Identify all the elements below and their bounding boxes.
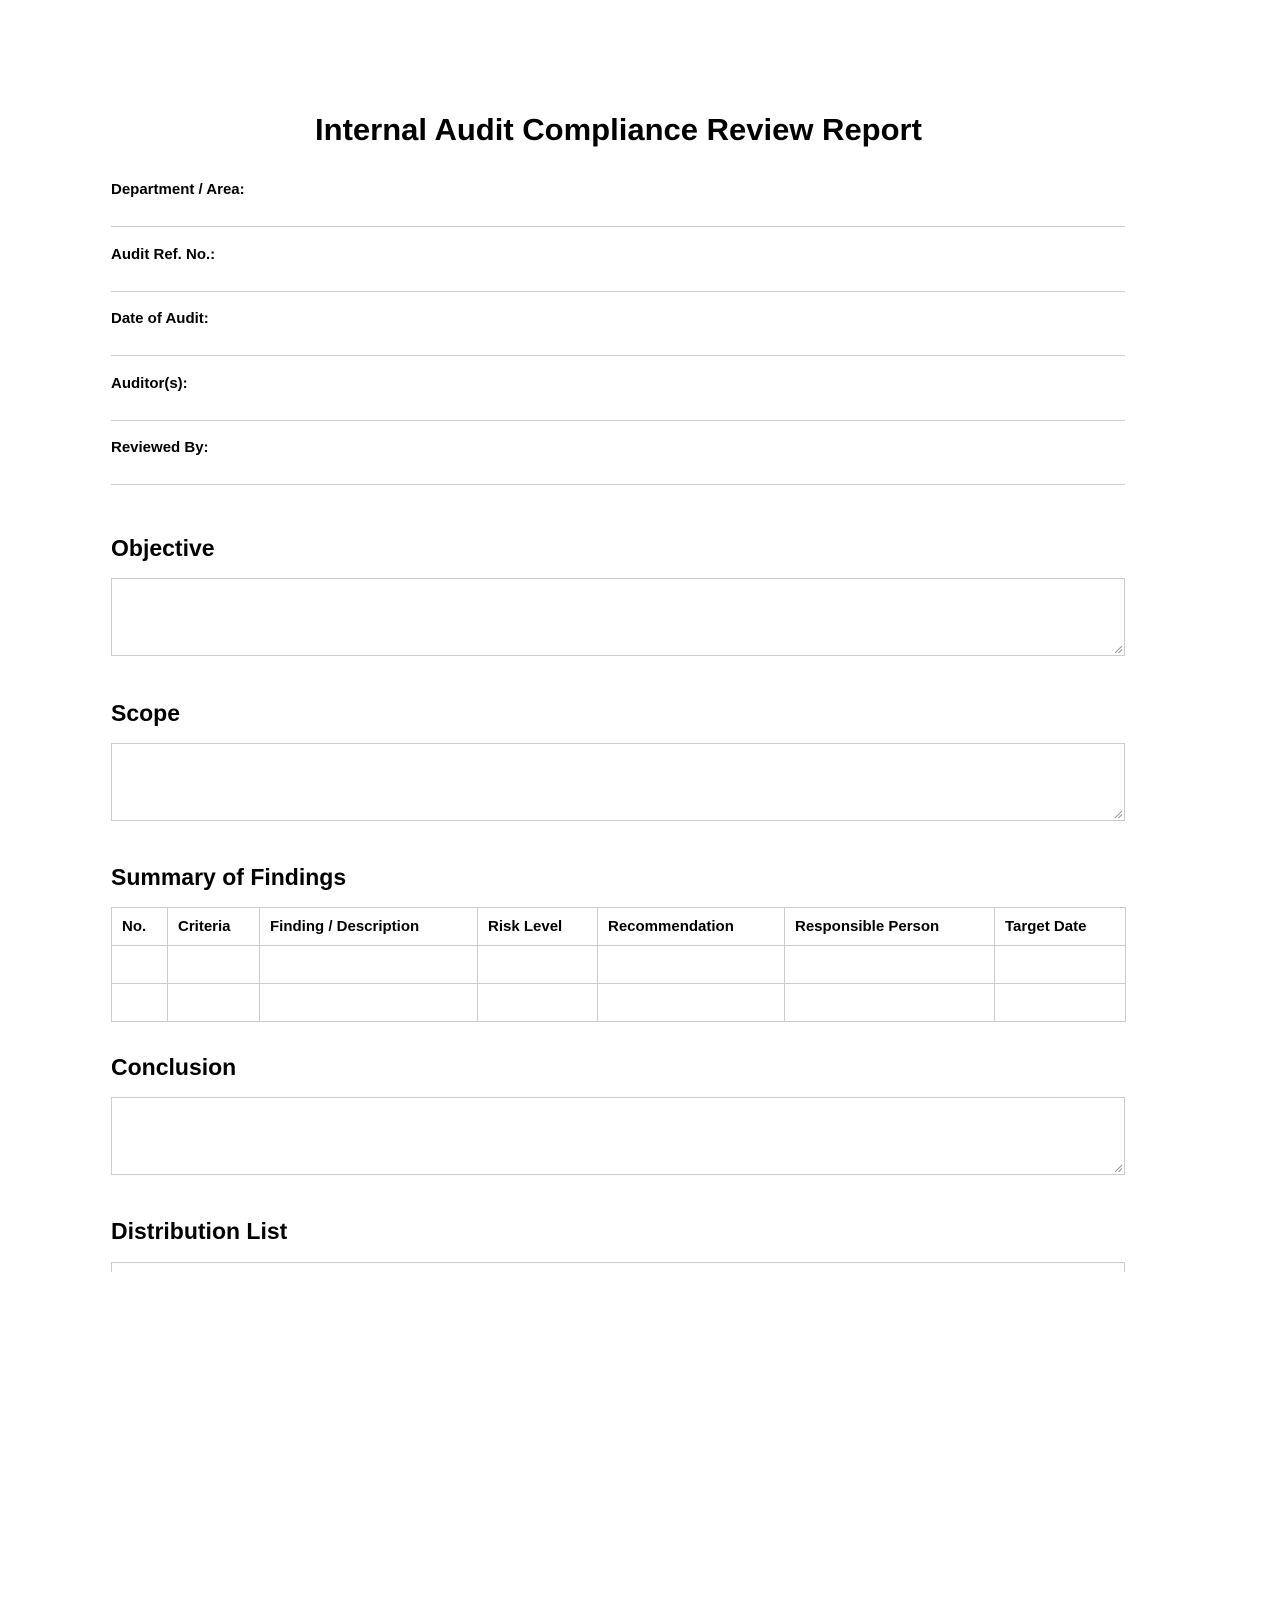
audit-ref-field[interactable] [111,246,1125,292]
column-header: Finding / Description [260,908,478,946]
objective-heading: Objective [111,535,215,561]
table-cell[interactable] [112,946,168,984]
table-cell[interactable] [112,984,168,1022]
field-label: Reviewed By: [111,439,209,456]
date-of-audit-field[interactable] [111,310,1125,356]
page-title: Internal Audit Compliance Review Report [315,112,922,147]
table-cell[interactable] [785,984,995,1022]
table-cell[interactable] [478,946,598,984]
auditors-field[interactable] [111,375,1125,421]
table-header-row [112,908,1126,946]
field-label: Department / Area: [111,181,245,198]
scope-textarea[interactable] [111,743,1125,821]
objective-textarea[interactable] [111,578,1125,656]
column-header: Responsible Person [785,908,995,946]
column-header: No. [112,908,168,946]
column-header: Recommendation [598,908,785,946]
conclusion-textarea[interactable] [111,1097,1125,1175]
resize-grip-icon[interactable] [1115,646,1122,653]
distribution-heading: Distribution List [111,1218,288,1244]
findings-heading: Summary of Findings [111,864,347,890]
scope-heading: Scope [111,700,181,726]
table-cell[interactable] [598,946,785,984]
table-cell[interactable] [168,984,260,1022]
table-cell[interactable] [478,984,598,1022]
column-header: Target Date [995,908,1126,946]
table-row [112,946,1126,984]
distribution-list-box[interactable] [111,1262,1125,1272]
table-cell[interactable] [995,984,1126,1022]
department-field[interactable] [111,181,1125,227]
field-label: Date of Audit: [111,310,209,327]
findings-table [111,907,1126,1022]
reviewed-by-field[interactable] [111,439,1125,485]
field-label: Audit Ref. No.: [111,246,216,263]
column-header: Criteria [168,908,260,946]
table-cell[interactable] [598,984,785,1022]
table-row [112,984,1126,1022]
resize-grip-icon[interactable] [1115,1165,1122,1172]
table-cell[interactable] [785,946,995,984]
table-cell[interactable] [995,946,1126,984]
table-cell[interactable] [168,946,260,984]
table-cell[interactable] [260,984,478,1022]
column-header: Risk Level [478,908,598,946]
field-label: Auditor(s): [111,375,188,392]
conclusion-heading: Conclusion [111,1054,237,1080]
resize-grip-icon[interactable] [1115,811,1122,818]
table-cell[interactable] [260,946,478,984]
